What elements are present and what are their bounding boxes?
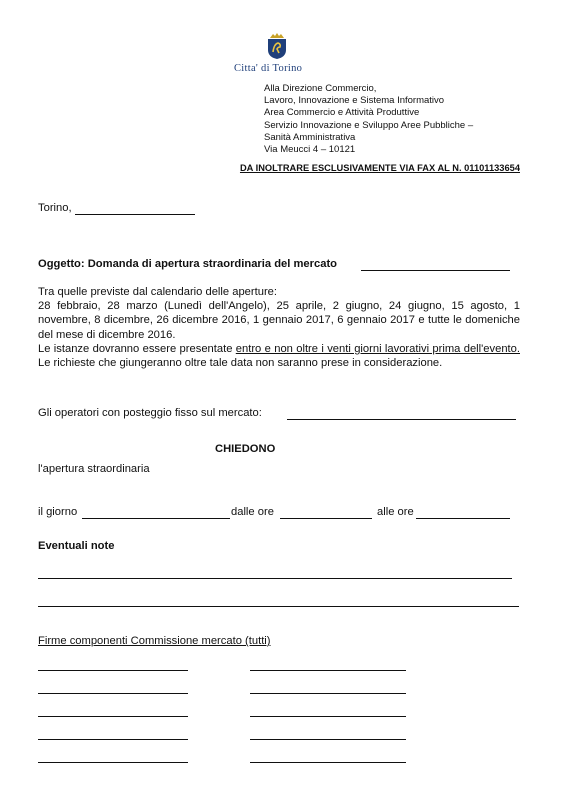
signature-line[interactable] [38,739,188,740]
signature-line[interactable] [38,716,188,717]
city-name: Citta' di Torino [234,63,303,74]
calendar-paragraph [38,285,520,370]
address-line: Lavoro, Innovazione e Sistema Informativo [264,95,445,107]
to-time-label: alle ore [377,506,414,518]
signature-line[interactable] [38,670,188,671]
to-time-field[interactable] [416,518,510,519]
signatures-title: Firme componenti Commissione mercato (tutti) [38,635,271,647]
signature-line[interactable] [250,716,406,717]
address-line: Sanità Amministrativa [264,131,356,143]
deadline-note [38,342,520,370]
from-time-label: dalle ore [231,506,274,518]
address-block [264,83,473,156]
place-label: Torino, [38,202,72,214]
day-field[interactable] [82,518,230,519]
address-line: Via Meucci 4 – 10121 [264,144,356,156]
city-coat-of-arms-logo [266,30,288,60]
deadline-text-end: Le richieste che giungeranno oltre tale data non saranno prese in considerazione. [38,357,443,370]
date-field[interactable] [75,214,195,215]
from-time-field[interactable] [280,518,372,519]
deadline-text: Le istanze dovranno essere presentate [38,342,236,355]
address-line: Area Commercio e Attività Produttive [264,107,420,119]
subject-heading: Oggetto: Domanda di apertura straordinaria del mercato [38,258,338,270]
notes-line-2[interactable] [38,606,519,607]
signature-line[interactable] [250,739,406,740]
operators-field[interactable] [287,419,516,420]
notes-line-1[interactable] [38,578,512,579]
fax-instruction: DA INOLTRARE ESCLUSIVAMENTE VIA FAX AL N. 01101133654 [239,163,520,173]
request-heading: CHIEDONO [215,443,276,455]
notes-label: Eventuali note [38,540,115,552]
deadline-emphasis: entro e non oltre i venti giorni lavorativi prima dell'evento. [235,342,520,355]
address-line: Servizio Innovazione e Sviluppo Aree Pubbliche – [264,119,474,131]
address-line: Alla Direzione Commercio, [264,83,377,94]
signature-line[interactable] [250,762,406,763]
market-name-field[interactable] [361,270,510,271]
signature-line[interactable] [38,693,188,694]
opening-label: l'apertura straordinaria [38,463,150,475]
calendar-intro: Tra quelle previste dal calendario delle aperture: [38,286,278,298]
signature-line[interactable] [38,762,188,763]
calendar-dates: 28 febbraio, 28 marzo (Lunedì dell'Angelo), 25 aprile, 2 giugno, 24 giugno, 15 agosto, 1 novembre, 8 dicembre, 26 dicembre 2016, 1 gennaio 2017, 6 gennaio 2017 e tutte le domeniche del mese di dicembre 2016. [38,300,520,341]
signature-line[interactable] [250,670,406,671]
day-label: il giorno [38,506,78,518]
signature-line[interactable] [250,693,406,694]
operators-label: Gli operatori con posteggio fisso sul mercato: [38,407,262,419]
